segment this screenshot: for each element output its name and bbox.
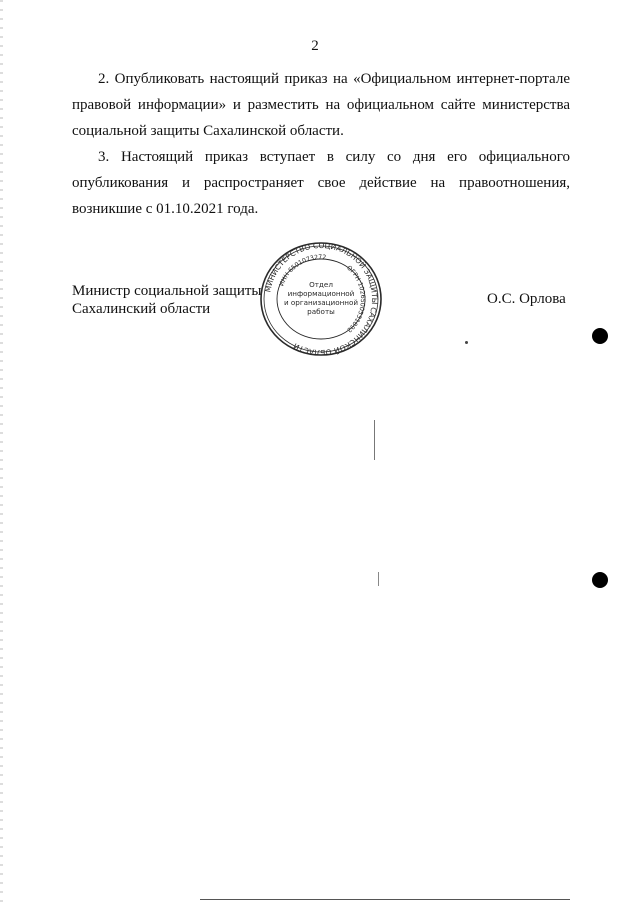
- scan-speck: [465, 341, 468, 344]
- stamp-ring-text: МИНИСТЕРСТВО СОЦИАЛЬНОЙ ЗАЩИТЫ САХАЛИНСКОЙ ОБЛАСТИ: [263, 240, 380, 358]
- page-number: 2: [311, 38, 319, 54]
- scan-speck: [378, 572, 379, 586]
- stamp-center-line2: информационной: [287, 289, 355, 298]
- punch-hole-bottom: [592, 572, 608, 588]
- signature-title-line1: Министр социальной защиты: [72, 283, 262, 299]
- scan-speck: [374, 420, 375, 460]
- stamp-inn-text: ИНН 6501073272: [278, 253, 327, 288]
- paragraph-publish: 2. Опубликовать настоящий приказ на «Официальном интернет-портале правовой информации» и разместить на официальном сайте министерства социальной защиты Сахалинской области.: [72, 71, 570, 139]
- signatory-name: О.С. Орлова: [487, 291, 566, 307]
- signature-title-line2: Сахалинский области: [72, 301, 211, 317]
- stamp-center-line4: работы: [307, 307, 335, 316]
- stamp-ogrn-text: ОГРН 1026500531892: [345, 264, 367, 334]
- signature-title: [72, 282, 262, 318]
- stamp-center-line1: Отдел: [309, 280, 333, 289]
- stamp-center-line3: и организационной: [283, 298, 359, 307]
- scan-edge-artifact: [0, 0, 3, 905]
- punch-hole-top: [592, 328, 608, 344]
- paragraph-effective-date: 3. Настоящий приказ вступает в силу со дня его официального опубликования и распространяет свое действие на правоотношения, возникшие с 01.10.2021 года.: [72, 149, 570, 217]
- stamp-seal-graphic: [258, 240, 384, 358]
- scan-bottom-edge: [200, 899, 570, 900]
- official-stamp: [258, 240, 384, 358]
